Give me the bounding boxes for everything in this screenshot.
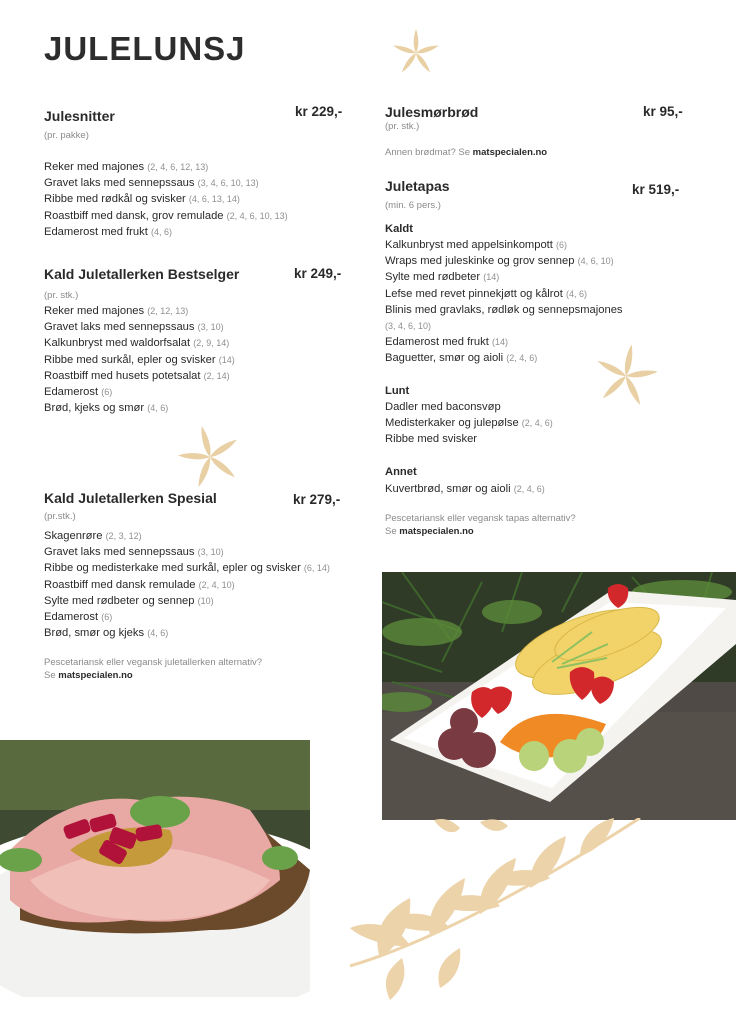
matspecialen-link[interactable]: matspecialen.no [399,526,474,537]
list-item: Roastbiff med dansk, grov remulade (2, 4, 6, 10, 13) [44,209,288,222]
bestselger-list [44,303,235,416]
list-item: Gravet laks med sennepssaus (3, 10) [44,321,224,334]
list-item: Dadler med baconsvøp [385,401,501,413]
matspecialen-link[interactable]: matspecialen.no [58,670,133,681]
list-item: Baguetter, smør og aioli (2, 4, 6) [385,352,538,365]
list-item: Edamerost med frukt (14) [385,336,508,349]
tapas-lunt-list [385,399,553,448]
tapas-title: Juletapas [385,178,450,194]
list-item: Reker med majones (2, 12, 13) [44,305,189,317]
smorbrod-title: Julesmørbrød [385,104,479,120]
matspecialen-link[interactable]: matspecialen.no [472,147,548,158]
list-item: Ribbe med surkål, epler og svisker (14) [44,353,235,366]
tapas-kaldt-label: Kaldt [385,223,413,235]
bestselger-price: kr 249,- [294,266,342,281]
tapas-annet-list [385,481,545,497]
list-item: Edamerost med frukt (4, 6) [44,225,172,238]
tapas-alternative-note: Pescetariansk eller vegansk tapas alternativ? Se matspecialen.no [385,513,576,537]
julesnitter-title: Julesnitter [44,108,115,124]
bestselger-note: (pr. stk.) [44,290,79,301]
star-flower-icon [176,424,244,490]
list-item: Lefse med revet pinnekjøtt og kålrot (4, 6) [385,287,587,300]
list-item: Gravet laks med sennepssaus (3, 4, 6, 10, 13) [44,177,259,190]
spesial-alternative-note: Pescetariansk eller vegansk juletallerken alternativ? Se matspecialen.no [44,657,263,681]
tapas-note: (min. 6 pers.) [385,200,441,211]
list-item: Gravet laks med sennepssaus (3, 10) [44,546,224,559]
bestselger-title: Kald Juletallerken Bestselger [44,266,240,282]
list-item: Kuvertbrød, smør og aioli (2, 4, 6) [385,483,545,495]
list-item: Roastbiff med husets potetsalat (2, 14) [44,369,230,382]
list-item: Medisterkaker og julepølse (2, 4, 6) [385,417,553,430]
list-item: Blinis med gravlaks, rødløk og sennepsmajones [385,303,623,316]
tapas-annet-label: Annet [385,466,417,478]
leaf-branch-icon [350,818,650,1008]
tapas-lunt-label: Lunt [385,385,410,397]
smorbrod-photo [0,740,310,997]
julesnitter-price: kr 229,- [295,104,343,119]
list-item: Kalkunbryst med waldorfsalat (2, 9, 14) [44,337,230,350]
spesial-note: (pr.stk.) [44,511,76,522]
spesial-list [44,528,330,641]
list-item: Ribbe og medisterkake med surkål, epler og svisker (6, 14) [44,562,330,575]
list-item: Sylte med rødbeter (14) [385,271,500,284]
julesnitter-list [44,159,288,240]
tapas-price: kr 519,- [632,182,680,197]
tapas-platter-photo [382,572,736,820]
list-item: Brød, smør og kjeks (4, 6) [44,627,169,640]
list-item: Reker med majones (2, 4, 6, 12, 13) [44,161,209,173]
list-item: Skagenrøre (2, 3, 12) [44,530,142,542]
page-title: JULELUNSJ [44,30,246,67]
list-item: Ribbe med rødkål og svisker (4, 6, 13, 14) [44,193,240,206]
julesnitter-note: (pr. pakke) [44,130,89,141]
list-item: Edamerost (6) [44,611,113,624]
list-item: Wraps med juleskinke og grov sennep (4, 6, 10) [385,255,614,268]
tapas-kaldt-list [385,237,623,367]
list-item: Edamerost (6) [44,386,113,399]
smorbrod-alternative-note: Annen brødmat? Se matspecialen.no [385,147,548,158]
list-item: Brød, kjeks og smør (4, 6) [44,402,169,415]
smorbrod-price: kr 95,- [643,104,683,119]
spesial-title: Kald Juletallerken Spesial [44,490,217,506]
list-item: Roastbiff med dansk remulade (2, 4, 10) [44,578,235,591]
star-flower-icon [390,28,442,78]
spesial-price: kr 279,- [293,492,341,507]
list-item: Sylte med rødbeter og sennep (10) [44,594,214,607]
list-item: (3, 4, 6, 10) [385,321,432,332]
list-item: Ribbe med svisker [385,433,478,446]
smorbrod-note: (pr. stk.) [385,121,420,132]
list-item: Kalkunbryst med appelsinkompott (6) [385,239,568,251]
